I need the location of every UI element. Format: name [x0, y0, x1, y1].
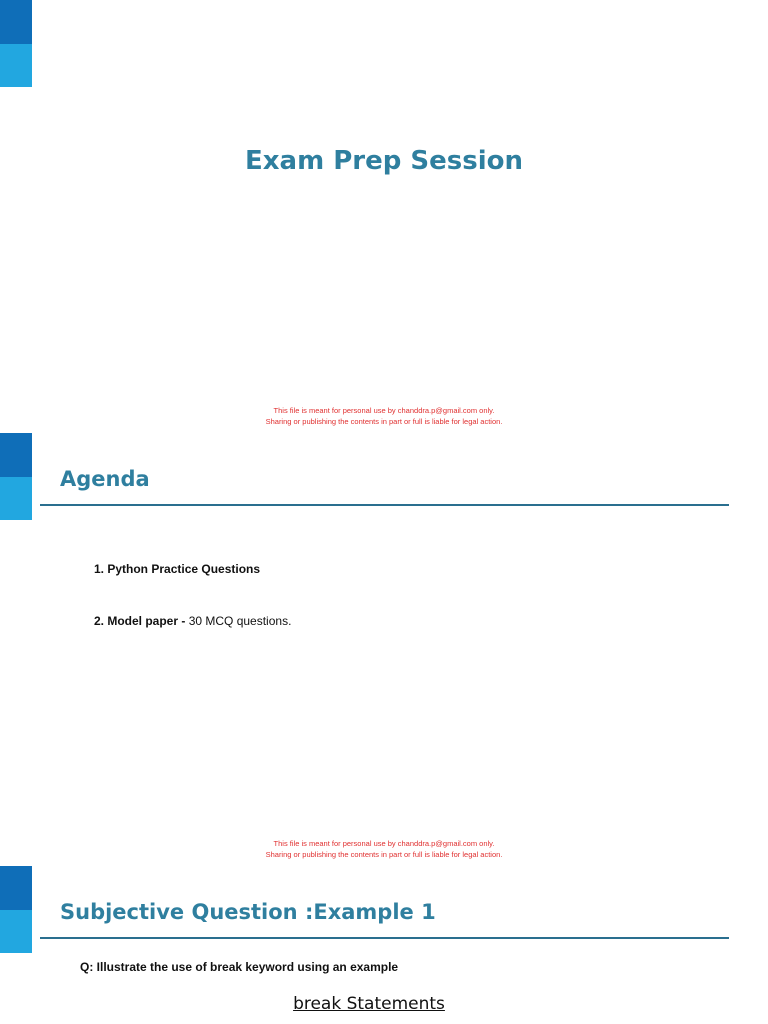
- watermark-line-2: Sharing or publishing the contents in part or full is liable for legal action.: [265, 417, 503, 426]
- title-divider: [40, 504, 729, 506]
- slide-subjective-question: [0, 866, 768, 1024]
- title-divider: [40, 937, 729, 939]
- agenda-item-suffix: 30 MCQ questions.: [185, 614, 292, 628]
- slide-title: [0, 0, 768, 433]
- agenda-title: Agenda: [60, 467, 150, 491]
- accent-tab-light: [0, 910, 32, 953]
- agenda-item-1: [94, 562, 260, 576]
- accent-tab-dark: [0, 866, 32, 910]
- watermark: [0, 838, 768, 860]
- watermark-line-2: Sharing or publishing the contents in part or full is liable for legal action.: [265, 850, 503, 859]
- break-statements-heading: break Statements: [293, 994, 445, 1014]
- watermark-line-1: This file is meant for personal use by chanddra.p@gmail.com only.: [273, 839, 495, 848]
- cut-off-text-line: [150, 1018, 620, 1024]
- accent-tab-light: [0, 44, 32, 87]
- agenda-item-label: 2. Model paper -: [94, 614, 186, 628]
- slide-agenda: [0, 433, 768, 866]
- accent-tab-dark: [0, 0, 32, 44]
- watermark-line-1: This file is meant for personal use by chanddra.p@gmail.com only.: [273, 406, 495, 415]
- watermark: [0, 405, 768, 427]
- question-text: Q: Illustrate the use of break keyword using an example: [80, 960, 399, 974]
- question-slide-title: Subjective Question :Example 1: [60, 900, 436, 924]
- accent-tab-light: [0, 477, 32, 520]
- slide-title-text: Exam Prep Session: [245, 146, 523, 176]
- accent-tab-dark: [0, 433, 32, 477]
- agenda-item-2: [94, 614, 291, 628]
- agenda-item-label: 1. Python Practice Questions: [94, 562, 261, 576]
